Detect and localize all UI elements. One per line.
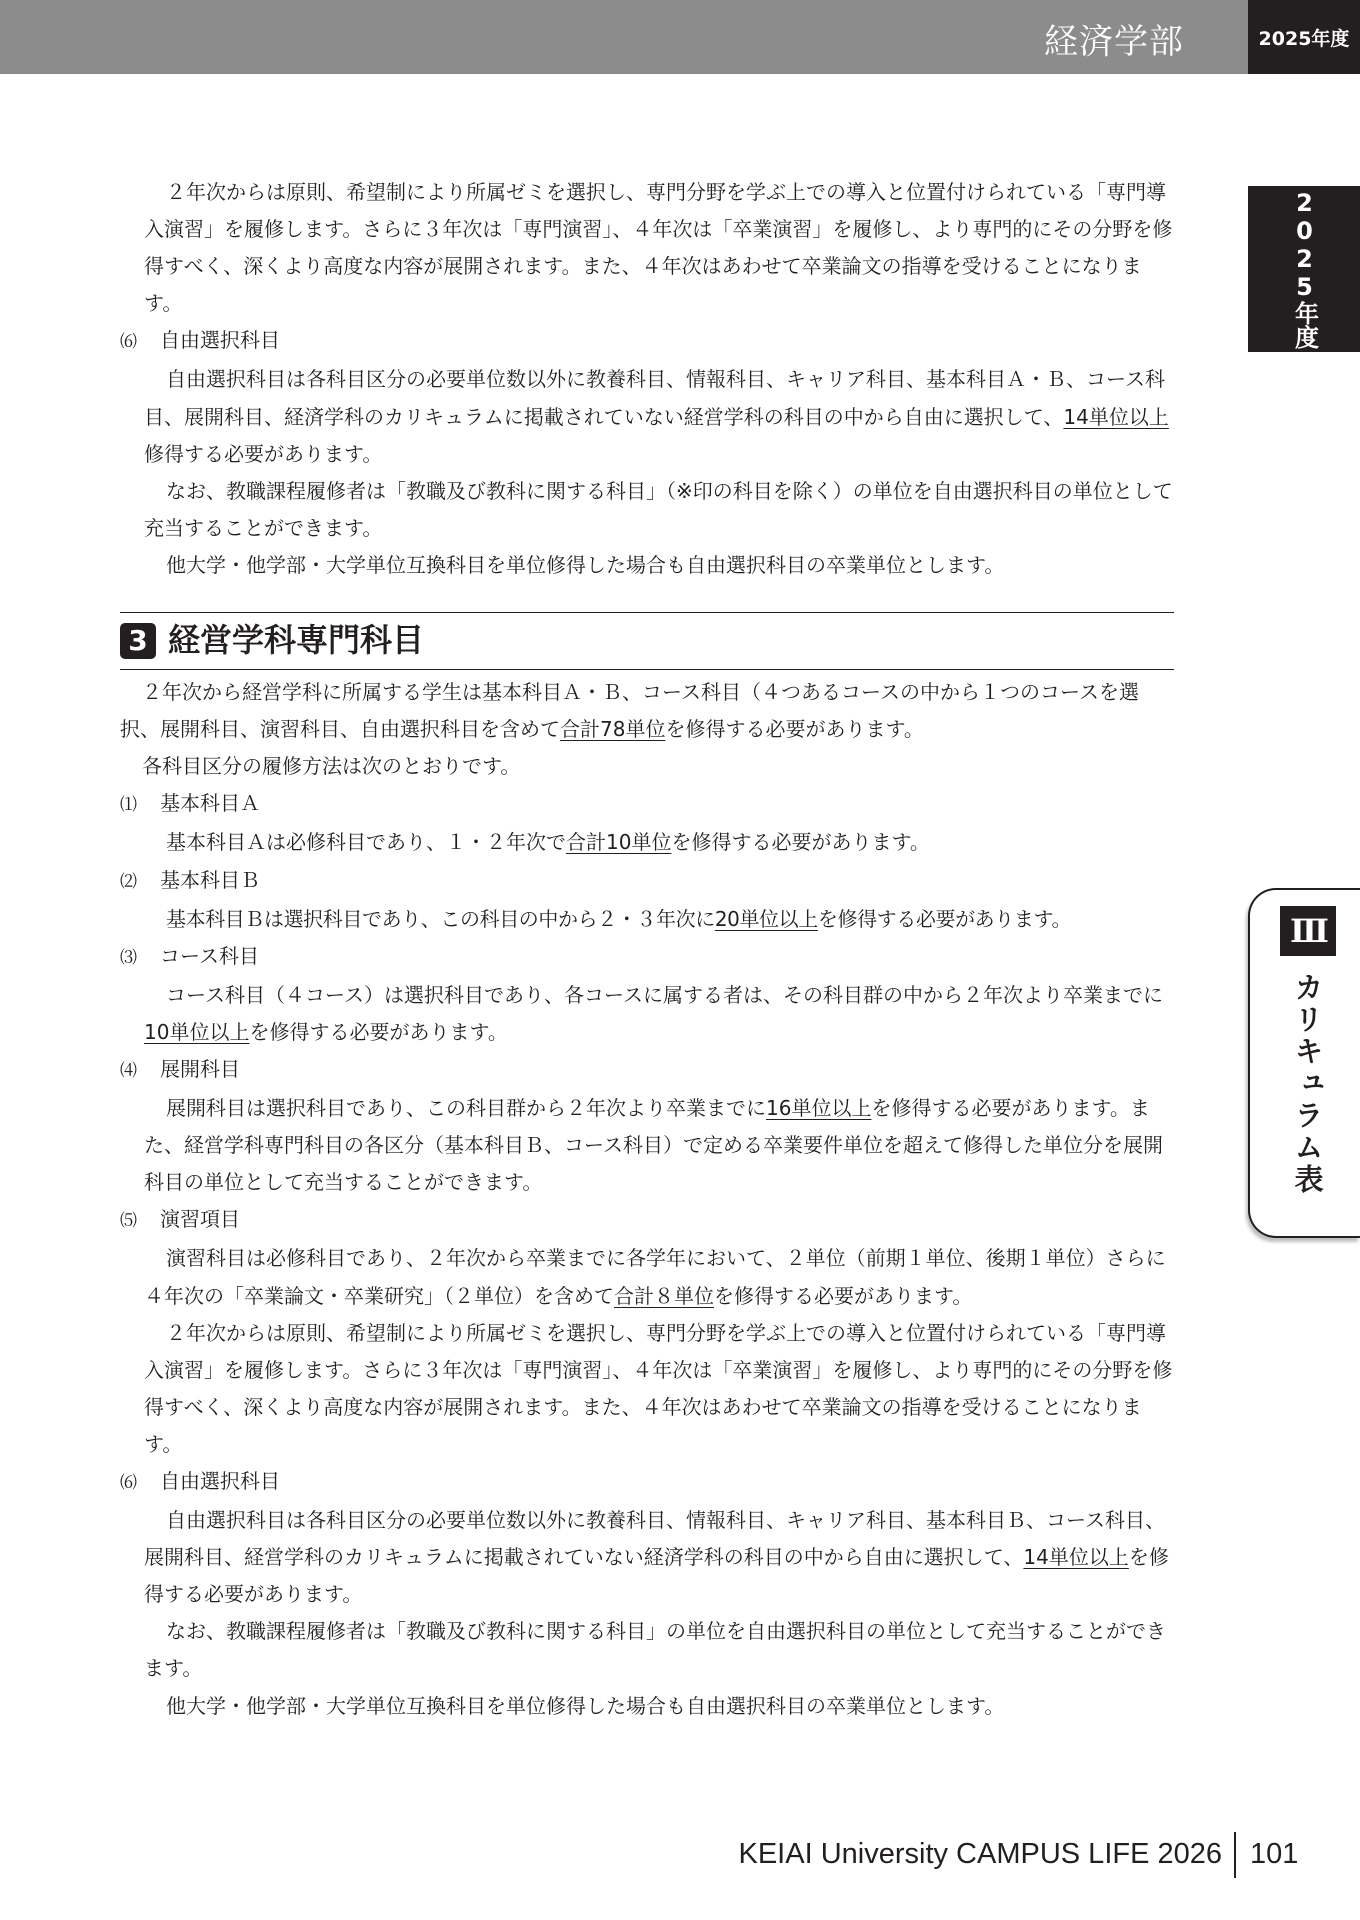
subsection-number: ⑴ bbox=[120, 795, 137, 816]
subsection-number: ⑸ bbox=[120, 1211, 137, 1232]
section-number: 3 bbox=[120, 623, 156, 659]
subsection-label: 基本科目Ｂ bbox=[160, 867, 260, 892]
subsection-heading bbox=[98, 1463, 1174, 1502]
underlined-requirement: 合計８単位 bbox=[614, 1283, 714, 1308]
chapter-tab bbox=[1248, 888, 1360, 1238]
page-content bbox=[98, 174, 1174, 1725]
text-span: 基本科目Ａは必修科目であり、１・２年次で bbox=[166, 830, 566, 855]
text-span: 基本科目Ｂは選択科目であり、この科目の中から２・３年次に bbox=[166, 906, 715, 931]
subsection-label: コース科目 bbox=[160, 943, 259, 968]
paragraph: なお、教職課程履修者は「教職及び教科に関する科目」の単位を自由選択科目の単位として充当することができます。 bbox=[144, 1619, 1166, 1681]
subsection-label: 演習項目 bbox=[160, 1207, 240, 1232]
paragraph bbox=[98, 977, 1174, 1051]
subsection-number: ⑵ bbox=[120, 871, 137, 892]
paragraph bbox=[98, 901, 1174, 938]
underlined-requirement: 20単位以上 bbox=[714, 906, 818, 931]
subsection-number: ⑹ bbox=[120, 332, 137, 353]
text-span: 修得する必要があります。 bbox=[144, 441, 383, 466]
text-span: 自由選択科目は各科目区分の必要単位数以外に教養科目、情報科目、キャリア科目、基本科目Ｂ、コース科目、展開科目、経営学科のカリキュラムに掲載されていない経済学科の科目の中から自由に選択して、 bbox=[144, 1508, 1165, 1570]
subsection-number: ⑷ bbox=[120, 1060, 137, 1081]
subsection-heading bbox=[98, 938, 1174, 977]
text-span: を修得する必要があります。 bbox=[671, 830, 930, 855]
subsection-heading bbox=[98, 322, 1174, 361]
paragraph: なお、教職課程履修者は「教職及び教科に関する科目」（※印の科目を除く）の単位を自由選択科目の単位として充当することができます。 bbox=[144, 478, 1173, 540]
side-year-tab: 2025年度 bbox=[1248, 186, 1360, 352]
paragraph: ２年次からは原則、希望制により所属ゼミを選択し、専門分野を学ぶ上での導入と位置付けられている「専門導入演習」を履修します。さらに３年次は「専門演習」、４年次は「卒業演習」を履修し、より専門的にその分野を修得すべく、深くより高度な内容が展開されます。また、４年次はあわせて卒業論文の指導を受けることになります。 bbox=[144, 180, 1173, 316]
subsection-heading bbox=[98, 785, 1174, 824]
text-span: を修得する必要があります。 bbox=[714, 1283, 973, 1308]
subsection-number: ⑹ bbox=[120, 1473, 137, 1493]
text-span: 自由選択科目は各科目区分の必要単位数以外に教養科目、情報科目、キャリア科目、基本科目Ａ・Ｂ、コース科目、展開科目、経済学科のカリキュラムに掲載されていない経営学科の科目の中から自由に選択して、 bbox=[144, 367, 1165, 429]
paragraph bbox=[98, 824, 1174, 861]
chapter-number: Ⅲ bbox=[1280, 906, 1336, 956]
chapter-label: カリキュラム表 bbox=[1290, 972, 1325, 1196]
underlined-requirement: 16単位以上 bbox=[766, 1096, 872, 1121]
text-span: を修得する必要があります。 bbox=[665, 717, 924, 742]
underlined-requirement: 14単位以上 bbox=[1063, 404, 1169, 429]
text-span: 演習科目は必修科目であり、２年次から卒業までに各学年において、２単位（前期１単位、後期１単位）さらに４年次の「卒業論文・卒業研究」（２単位）を含めて bbox=[144, 1246, 1166, 1308]
paragraph: 各科目区分の履修方法は次のとおりです。 bbox=[142, 754, 521, 779]
subsection-label: 展開科目 bbox=[160, 1056, 240, 1081]
underlined-requirement: 14単位以上 bbox=[1023, 1545, 1129, 1570]
paragraph: 他大学・他学部・大学単位互換科目を単位修得した場合も自由選択科目の卒業単位とします。 bbox=[166, 552, 1005, 577]
footer-publication: KEIAI University CAMPUS LIFE 2026 bbox=[738, 1838, 1222, 1870]
section-heading bbox=[120, 612, 1174, 670]
underlined-requirement: 10単位以上 bbox=[144, 1019, 250, 1044]
page-number: 101 bbox=[1250, 1838, 1299, 1870]
paragraph bbox=[98, 1502, 1174, 1613]
footer bbox=[690, 1832, 1250, 1878]
text-span: を修得する必要があります。また、経営学科専門科目の各区分（基本科目Ｂ、コース科目）で定める卒業要件単位を超えて修得した単位分を展開科目の単位として充当することができます。 bbox=[144, 1096, 1163, 1195]
header-bar bbox=[0, 0, 1248, 74]
underlined-requirement: 合計78単位 bbox=[560, 717, 666, 742]
header-year-badge: 2025年度 bbox=[1248, 0, 1360, 74]
subsection-label: 自由選択科目 bbox=[160, 328, 280, 353]
text-span: 展開科目は選択科目であり、この科目群から２年次より卒業までに bbox=[166, 1096, 766, 1121]
footer-divider bbox=[1234, 1832, 1236, 1878]
department-title: 経済学部 bbox=[1044, 22, 1184, 62]
text-span: ２年次から経営学科に所属する学生は基本科目Ａ・Ｂ、コース科目（４つあるコースの中から１つのコースを選択、展開科目、演習科目、自由選択科目を含めて bbox=[120, 680, 1139, 742]
text-span: コース科目（４コース）は選択科目であり、各コースに属する者は、その科目群の中から２年次より卒業までに bbox=[166, 982, 1163, 1007]
underlined-requirement: 合計10単位 bbox=[566, 830, 672, 855]
subsection-heading bbox=[98, 1051, 1174, 1090]
subsection-number: ⑶ bbox=[120, 947, 137, 968]
paragraph bbox=[98, 1240, 1174, 1314]
subsection-label: 自由選択科目 bbox=[160, 1469, 280, 1493]
paragraph bbox=[98, 361, 1174, 472]
paragraph: 他大学・他学部・大学単位互換科目を単位修得した場合も自由選択科目の卒業単位とします。 bbox=[166, 1693, 1005, 1718]
paragraph bbox=[98, 1090, 1174, 1201]
paragraph bbox=[98, 674, 1174, 748]
text-span: を修得する必要があります。 bbox=[817, 906, 1072, 931]
section-title: 経営学科専門科目 bbox=[168, 621, 425, 660]
paragraph: ２年次からは原則、希望制により所属ゼミを選択し、専門分野を学ぶ上での導入と位置付けられている「専門導入演習」を履修します。さらに３年次は「専門演習」、４年次は「卒業演習」を履修し、より専門的にその分野を修得すべく、深くより高度な内容が展開されます。また、４年次はあわせて卒業論文の指導を受けることになります。 bbox=[144, 1320, 1173, 1456]
text-span: を修得する必要があります。 bbox=[144, 1545, 1169, 1607]
subsection-heading bbox=[98, 862, 1174, 901]
subsection-heading bbox=[98, 1201, 1174, 1240]
text-span: を修得する必要があります。 bbox=[249, 1019, 508, 1044]
subsection-label: 基本科目Ａ bbox=[160, 791, 260, 816]
